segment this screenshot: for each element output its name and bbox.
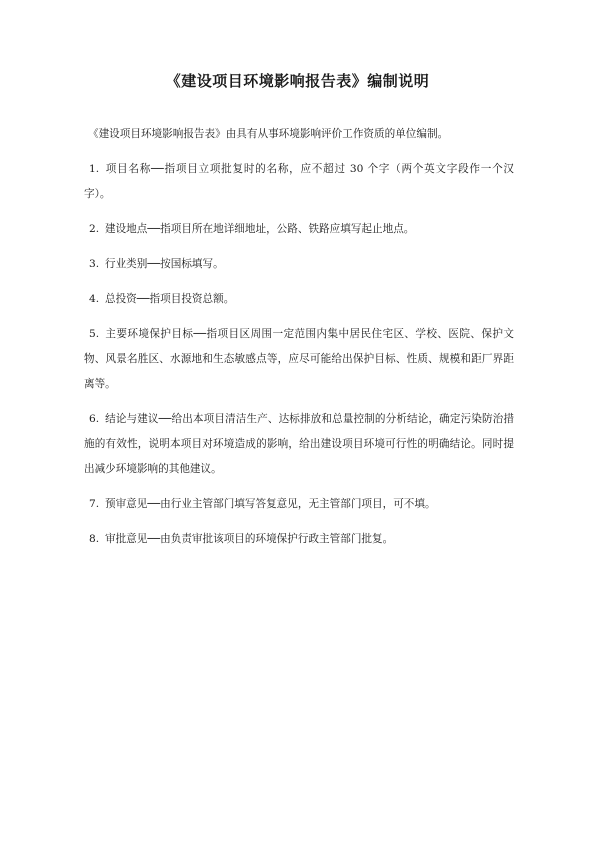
list-item — [84, 407, 514, 482]
list-item — [84, 527, 514, 552]
item-text: 总投资──指项目投资总额。 — [105, 293, 235, 305]
item-text: 行业类别──按国标填写。 — [105, 258, 224, 270]
item-text: 主要环境保护目标──指项目区周围一定范围内集中居民住宅区、学校、医院、保护文物、风景名胜区、水源地和生态敏感点等，应尽可能给出保护目标、性质、规模和距厂界距离等。 — [84, 328, 514, 390]
list-item — [84, 157, 514, 207]
item-number: 2. — [89, 223, 100, 235]
item-number: 7. — [89, 498, 100, 510]
item-number: 4. — [89, 293, 100, 305]
list-item — [84, 322, 514, 397]
list-item — [84, 287, 514, 312]
item-number: 6. — [89, 413, 100, 425]
intro-paragraph: 《建设项目环境影响报告表》由具有从事环境影响评价工作资质的单位编制。 — [88, 128, 449, 140]
item-text: 预审意见──由行业主管部门填写答复意见，无主管部门项目，可不填。 — [105, 498, 436, 510]
document-title: 《建设项目环境影响报告表》编制说明 — [165, 72, 430, 90]
document-body — [84, 122, 514, 562]
item-text: 建设地点──指项目所在地详细地址，公路、铁路应填写起止地点。 — [105, 223, 415, 235]
list-item — [84, 492, 514, 517]
item-text: 审批意见──由负责审批该项目的环境保护行政主管部门批复。 — [105, 533, 394, 545]
item-text: 结论与建议──给出本项目清洁生产、达标排放和总量控制的分析结论，确定污染防治措施的有效性，说明本项目对环境造成的影响，给出建设项目环境可行性的明确结论。同时提出减少环境影响的其他建议。 — [84, 413, 514, 475]
list-item — [84, 252, 514, 277]
list-item — [84, 217, 514, 242]
item-number: 1. — [89, 163, 100, 175]
item-number: 3. — [89, 258, 100, 270]
item-number: 8. — [89, 533, 100, 545]
item-number: 5. — [89, 328, 100, 340]
item-text: 项目名称──指项目立项批复时的名称，应不超过 30 个字（两个英文字段作一个汉字）。 — [84, 163, 514, 200]
